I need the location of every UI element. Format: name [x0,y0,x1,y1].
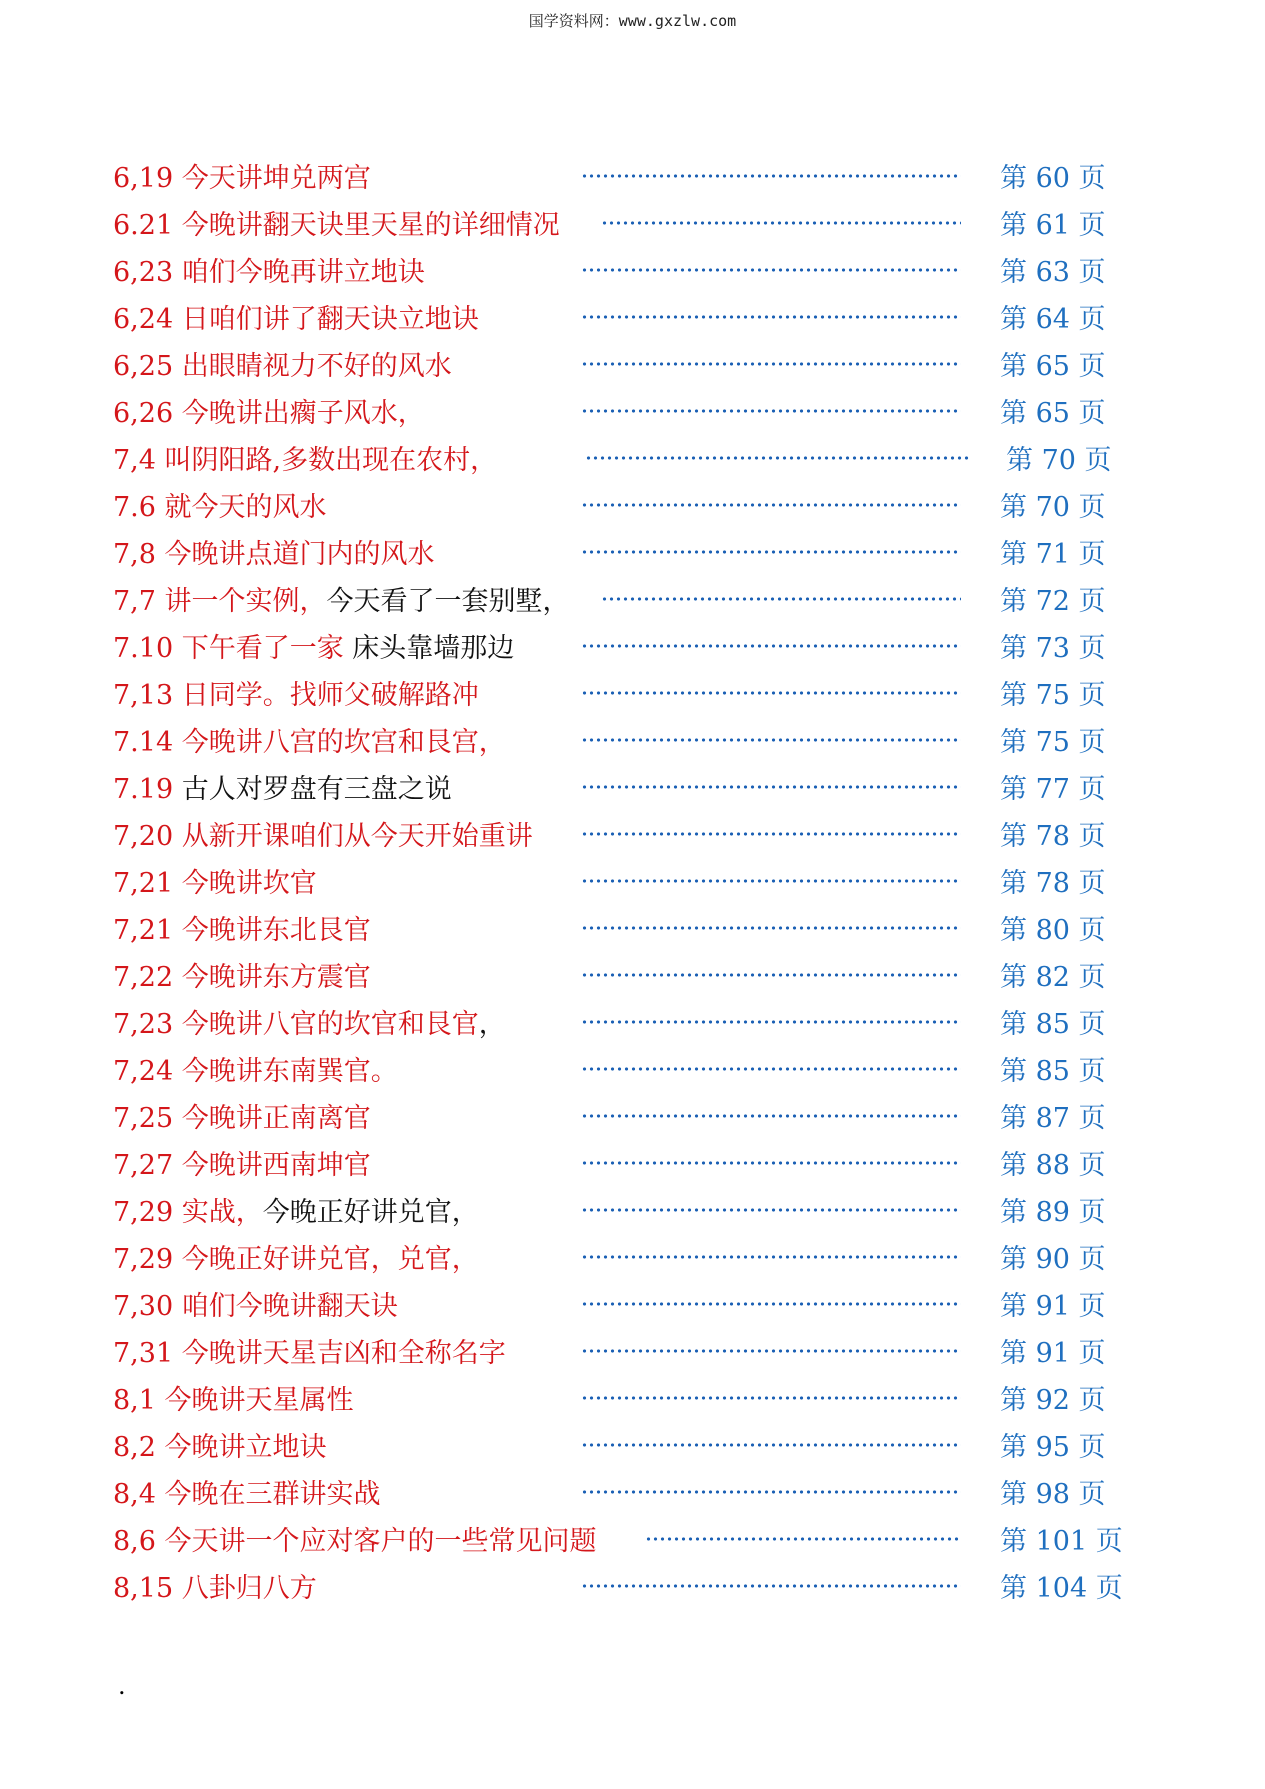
toc-entry[interactable] [113,202,1113,249]
toc-entry-title-red: 7,22 今晚讲东方震官 [113,962,371,993]
toc-entry-title-red: 6.21 今晚讲翻天诀里天星的详细情况 [113,210,560,241]
dot-leader [581,267,961,273]
dot-leader [581,361,961,367]
dot-leader [581,784,961,790]
toc-entry-page: 第 72 页 [1000,586,1106,617]
toc-entry-title [113,1432,327,1464]
toc-entry-page: 第 65 页 [1000,398,1106,429]
toc-entry-title [113,868,317,900]
dot-leader [601,220,961,226]
toc-entry-page: 第 98 页 [1000,1479,1106,1510]
footer-mark: . [118,1672,126,1700]
dot-leader [581,1442,961,1448]
toc-entry-page: 第 104 页 [1000,1573,1123,1604]
toc-entry-page: 第 70 页 [1006,445,1112,476]
dot-leader [581,972,961,978]
toc-entry-title-red: 7,8 今晚讲点道门内的风水 [113,539,435,570]
toc-entry-title-red: 7,21 今晚讲东北艮官 [113,915,371,946]
dot-leader [581,1066,961,1072]
toc-entry[interactable] [113,860,1113,907]
dot-leader [581,737,961,743]
toc-entry-page: 第 85 页 [1000,1056,1106,1087]
toc-entry-title-red: 7,7 讲一个实例， [113,586,327,617]
toc-entry-title [113,1197,479,1229]
toc-entry-title-red: 7,31 今晚讲天星吉凶和全称名字 [113,1338,506,1369]
toc-entry-title-red: 7,20 从新开课咱们从今天开始重讲 [113,821,533,852]
toc-entry-title-red: 7,27 今晚讲西南坤官 [113,1150,371,1181]
toc-entry[interactable] [113,1001,1113,1048]
toc-entry-page: 第 75 页 [1000,680,1106,711]
dot-leader [581,925,961,931]
toc-entry[interactable] [113,954,1113,1001]
toc-entry-page: 第 60 页 [1000,163,1106,194]
toc-entry-page: 第 63 页 [1000,257,1106,288]
toc-entry-title [113,398,425,430]
toc-entry-title [113,821,533,853]
toc-entry-page: 第 77 页 [1000,774,1106,805]
dot-leader [581,1348,961,1354]
toc-entry-page: 第 91 页 [1000,1291,1106,1322]
toc-entry-title-red: 7,23 今晚讲八官的坎官和艮官 [113,1009,479,1040]
toc-entry[interactable] [113,531,1113,578]
dot-leader [581,831,961,837]
toc-entry[interactable] [113,155,1113,202]
toc-entry[interactable] [113,907,1113,954]
toc-entry-page: 第 78 页 [1000,821,1106,852]
site-header: 国学资料网：www.gxzlw.com [528,12,737,30]
toc-entry-title [113,1338,506,1370]
toc-entry-title-red: 8,1 今晚讲天星属性 [113,1385,354,1416]
toc-entry-page: 第 91 页 [1000,1338,1106,1369]
toc-entry-title [113,633,514,665]
toc-entry-title [113,1526,597,1558]
toc-entry[interactable] [113,296,1113,343]
toc-entry-page: 第 75 页 [1000,727,1106,758]
toc-entry-title-red: 6,19 今天讲坤兑两宫 [113,163,371,194]
toc-entry-page: 第 92 页 [1000,1385,1106,1416]
toc-entry-title [113,1291,398,1323]
dot-leader [581,1583,961,1589]
toc-entry-page: 第 87 页 [1000,1103,1106,1134]
toc-entry-page: 第 101 页 [1000,1526,1123,1557]
table-of-contents [113,155,1123,1612]
toc-entry[interactable] [113,1471,1113,1518]
toc-entry-title-black: 古人对罗盘有三盘之说 [181,774,452,805]
toc-entry-page: 第 65 页 [1000,351,1106,382]
toc-entry[interactable] [113,437,1113,484]
dot-leader [581,408,961,414]
dot-leader [581,1395,961,1401]
toc-entry-title-red: 8,2 今晚讲立地诀 [113,1432,327,1463]
toc-entry-title-red: 7,13 日同学。找师父破解路冲 [113,680,479,711]
toc-entry-title-red: 6,25 出眼睛视力不好的风水 [113,351,452,382]
toc-entry-page: 第 61 页 [1000,210,1106,241]
toc-entry-page: 第 70 页 [1000,492,1106,523]
toc-entry-title [113,210,560,242]
dot-leader [601,596,961,602]
toc-entry-title [113,1385,354,1417]
toc-entry-title-red: 7,4 叫阴阳路,多数出现在农村， [113,445,498,476]
toc-entry-title [113,1103,371,1135]
toc-entry-title [113,163,371,195]
toc-entry-page: 第 71 页 [1000,539,1106,570]
toc-entry-title-red: 7.6 就今天的风水 [113,492,327,523]
toc-entry-page: 第 95 页 [1000,1432,1106,1463]
toc-entry-page: 第 89 页 [1000,1197,1106,1228]
toc-entry[interactable] [113,1236,1113,1283]
dot-leader [581,549,961,555]
toc-entry-title-red: 8,4 今晚在三群讲实战 [113,1479,381,1510]
dot-leader [645,1536,961,1542]
toc-entry-page: 第 64 页 [1000,304,1106,335]
toc-entry-title [113,445,497,477]
toc-entry-title [113,351,452,383]
toc-entry[interactable] [113,1283,1113,1330]
toc-entry[interactable] [113,1518,1123,1565]
toc-entry[interactable] [113,1565,1123,1612]
toc-entry-title [113,1056,398,1088]
toc-entry[interactable] [113,390,1113,437]
toc-entry-title [113,727,506,759]
toc-entry-page: 第 78 页 [1000,868,1106,899]
toc-entry-title [113,1573,317,1605]
toc-entry[interactable] [113,343,1113,390]
toc-entry-title [113,304,479,336]
toc-entry[interactable] [113,1142,1113,1189]
dot-leader [581,1301,961,1307]
toc-entry-title-black: 床头靠墙那边 [352,633,515,664]
dot-leader [581,502,961,508]
dot-leader [581,1489,961,1495]
toc-entry-title-black: 今晚正好讲兑官， [262,1197,479,1228]
dot-leader [581,1113,961,1119]
toc-entry-title-red: 7,21 今晚讲坎官 [113,868,317,899]
toc-entry-title-red: 6,23 咱们今晚再讲立地诀 [113,257,425,288]
toc-entry[interactable] [113,1095,1113,1142]
toc-entry[interactable] [113,1048,1113,1095]
dot-leader [581,1160,961,1166]
dot-leader [581,314,961,320]
toc-entry-title [113,962,371,994]
toc-entry-title [113,1150,371,1182]
toc-entry[interactable] [113,484,1113,531]
toc-entry[interactable] [113,625,1113,672]
toc-entry-page: 第 88 页 [1000,1150,1106,1181]
toc-entry[interactable] [113,1424,1113,1471]
toc-entry[interactable] [113,672,1113,719]
toc-entry-title [113,492,327,524]
toc-entry-title [113,774,452,806]
toc-entry-title-red: 6,26 今晚讲出瘸子风水， [113,398,425,429]
toc-entry-title [113,586,570,618]
toc-entry-title [113,257,425,289]
toc-entry-title [113,680,479,712]
toc-entry-page: 第 80 页 [1000,915,1106,946]
toc-entry-title-red: 7,29 实战， [113,1197,263,1228]
dot-leader [581,1019,961,1025]
toc-entry[interactable] [113,813,1113,860]
toc-entry-title-red: 7,24 今晚讲东南巽官。 [113,1056,398,1087]
toc-entry-title-red: 8,15 八卦归八方 [113,1573,317,1604]
toc-entry[interactable] [113,1189,1113,1236]
toc-entry-title-red: 7.19 [113,774,182,805]
toc-entry-title-red: 7.10 下午看了一家 [113,633,353,664]
dot-leader [581,1207,961,1213]
toc-entry-title-red: 8,6 今天讲一个应对客户的一些常见问题 [113,1526,597,1557]
dot-leader [585,455,971,461]
dot-leader [581,643,961,649]
toc-entry-title-black: 今天看了一套别墅， [326,586,570,617]
toc-entry-title [113,539,435,571]
toc-entry-page: 第 73 页 [1000,633,1106,664]
toc-entry-title [113,915,371,947]
toc-entry[interactable] [113,719,1113,766]
dot-leader [581,878,961,884]
toc-entry-title-red: 6,24 日咱们讲了翻天诀立地诀 [113,304,479,335]
toc-entry-title [113,1479,381,1511]
toc-entry-title-red: 7,30 咱们今晚讲翻天诀 [113,1291,398,1322]
toc-entry-page: 第 90 页 [1000,1244,1106,1275]
toc-entry[interactable] [113,1330,1113,1377]
toc-entry-title [113,1244,479,1276]
dot-leader [581,690,961,696]
toc-entry-page: 第 85 页 [1000,1009,1106,1040]
toc-entry-page: 第 82 页 [1000,962,1106,993]
toc-entry[interactable] [113,766,1113,813]
toc-entry-title-red: 7.14 今晚讲八宫的坎宫和艮宫， [113,727,506,758]
toc-entry[interactable] [113,578,1113,625]
dot-leader [581,173,961,179]
toc-entry-title-black: ， [478,1009,506,1040]
toc-entry-title [113,1009,506,1041]
toc-entry-title-red: 7,29 今晚正好讲兑官，兑官， [113,1244,479,1275]
toc-entry[interactable] [113,249,1113,296]
toc-entry-title-red: 7,25 今晚讲正南离官 [113,1103,371,1134]
toc-entry[interactable] [113,1377,1113,1424]
dot-leader [581,1254,961,1260]
